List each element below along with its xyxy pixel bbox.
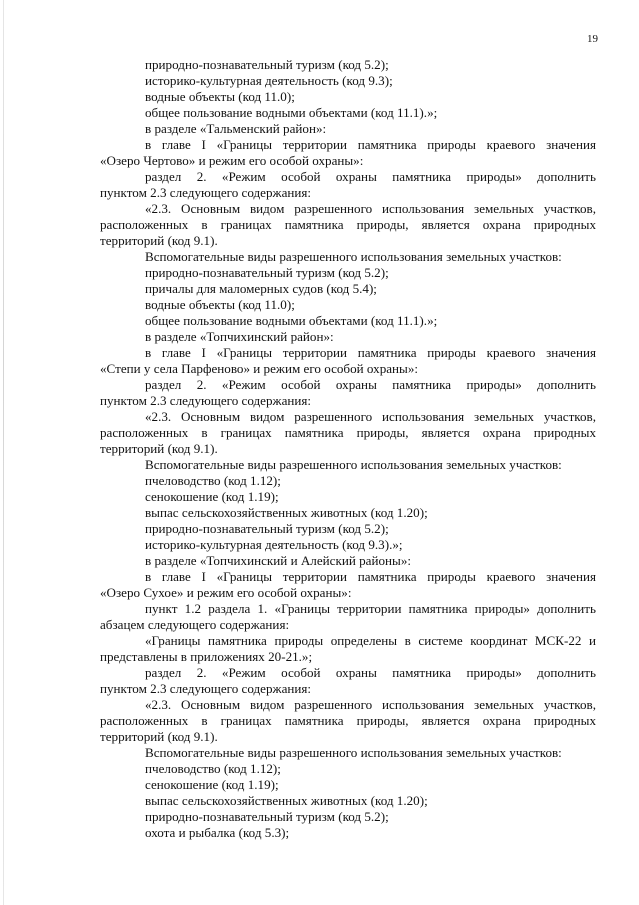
text-line: «Степи у села Парфеново» и режим его особой охраны»:	[100, 361, 419, 376]
text-line: причалы для маломерных судов (код 5.4);	[145, 281, 377, 296]
text-line: выпас сельскохозяйственных животных (код 1.20);	[145, 505, 428, 520]
text-line: «2.3. Основным видом разрешенного использования земельных участков,	[145, 697, 596, 712]
text-line: природно-познавательный туризм (код 5.2);	[145, 521, 389, 536]
text-line: Вспомогательные виды разрешенного использования земельных участков:	[145, 457, 562, 472]
text-line: абзацем следующего содержания:	[100, 617, 290, 632]
text-line: природно-познавательный туризм (код 5.2);	[145, 265, 389, 280]
text-line: сенокошение (код 1.19);	[145, 777, 279, 792]
text-line: пунктом 2.3 следующего содержания:	[100, 681, 312, 696]
text-line: в разделе «Топчихинский район»:	[145, 329, 334, 344]
text-line: пчеловодство (код 1.12);	[145, 473, 281, 488]
text-line: в главе I «Границы территории памятника природы краевого значения	[145, 569, 596, 584]
text-line: пунктом 2.3 следующего содержания:	[100, 185, 312, 200]
text-line: пунктом 2.3 следующего содержания:	[100, 393, 312, 408]
text-line: территорий (код 9.1).	[100, 233, 218, 248]
text-line: охота и рыбалка (код 5.3);	[145, 825, 290, 840]
text-line: Вспомогательные виды разрешенного использования земельных участков:	[145, 745, 562, 760]
text-line: историко-культурная деятельность (код 9.3);	[145, 73, 393, 88]
text-line: расположенных в границах памятника природы, является охрана природных	[100, 425, 596, 440]
text-line: в разделе «Тальменский район»:	[145, 121, 327, 136]
text-line: в главе I «Границы территории памятника природы краевого значения	[145, 345, 596, 360]
text-line: расположенных в границах памятника природы, является охрана природных	[100, 217, 596, 232]
text-line: «Озеро Сухое» и режим его особой охраны»:	[100, 585, 352, 600]
text-line: раздел 2. «Режим особой охраны памятника природы» дополнить	[145, 665, 596, 680]
text-line: пункт 1.2 раздела 1. «Границы территории памятника природы» дополнить	[145, 601, 596, 616]
text-line: сенокошение (код 1.19);	[145, 489, 279, 504]
text-line: территорий (код 9.1).	[100, 441, 218, 456]
text-line: Вспомогательные виды разрешенного использования земельных участков:	[145, 249, 562, 264]
text-line: в главе I «Границы территории памятника природы краевого значения	[145, 137, 596, 152]
text-line: «2.3. Основным видом разрешенного использования земельных участков,	[145, 201, 596, 216]
text-line: природно-познавательный туризм (код 5.2);	[145, 809, 389, 824]
text-line: выпас сельскохозяйственных животных (код 1.20);	[145, 793, 428, 808]
text-line: водные объекты (код 11.0);	[145, 89, 295, 104]
page-number: 19	[587, 33, 598, 45]
text-line: представлены в приложениях 20-21.»;	[100, 649, 313, 664]
text-line: раздел 2. «Режим особой охраны памятника природы» дополнить	[145, 169, 596, 184]
text-line: «2.3. Основным видом разрешенного использования земельных участков,	[145, 409, 596, 424]
text-line: «Озеро Чертово» и режим его особой охраны»:	[100, 153, 364, 168]
document-body	[100, 57, 596, 841]
text-line: «Границы памятника природы определены в системе координат МСК-22 и	[145, 633, 596, 648]
text-line: расположенных в границах памятника природы, является охрана природных	[100, 713, 596, 728]
text-line: раздел 2. «Режим особой охраны памятника природы» дополнить	[145, 377, 596, 392]
text-line: территорий (код 9.1).	[100, 729, 218, 744]
text-line: в разделе «Топчихинский и Алейский районы»:	[145, 553, 412, 568]
text-line: пчеловодство (код 1.12);	[145, 761, 281, 776]
text-line: природно-познавательный туризм (код 5.2);	[145, 57, 389, 72]
scan-edge-line	[3, 0, 4, 905]
text-line: общее пользование водными объектами (код 11.1).»;	[145, 105, 438, 120]
text-line: историко-культурная деятельность (код 9.3).»;	[145, 537, 403, 552]
text-line: общее пользование водными объектами (код 11.1).»;	[145, 313, 438, 328]
text-line: водные объекты (код 11.0);	[145, 297, 295, 312]
